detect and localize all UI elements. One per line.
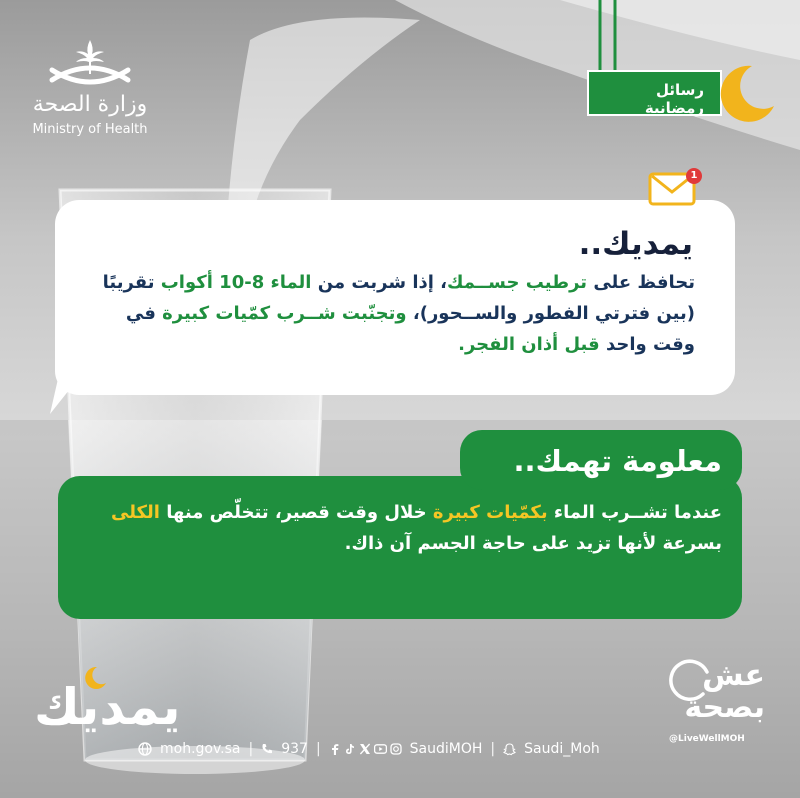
body-highlight: الماء 8-10 أكواب [160, 272, 312, 293]
body-segment: في وقت واحد [125, 302, 695, 355]
campaign-line-1: عش [702, 658, 765, 693]
footer-contact-bar [138, 741, 638, 757]
x-twitter-icon[interactable] [359, 743, 371, 755]
main-card-title: يمديك.. [578, 226, 693, 262]
snapchat-handle[interactable]: Saudi_Moh [524, 741, 600, 757]
social-icons [329, 743, 402, 755]
tiktok-icon[interactable] [344, 743, 356, 755]
palm-swords-emblem-icon [30, 36, 150, 92]
logo-name-arabic: وزارة الصحة [32, 92, 148, 117]
divider: | [248, 741, 254, 757]
instagram-icon[interactable] [390, 743, 402, 755]
info-card-title: معلومة تهمك.. [513, 444, 722, 478]
body-highlight: ترطيب جســمك [447, 272, 588, 293]
divider: | [490, 741, 496, 757]
snapchat-icon [503, 743, 516, 756]
campaign-line-2: بصحة [684, 690, 765, 725]
body-segment: تقريبًا (بين فترتي الفطور والســحور)، [102, 272, 695, 324]
yamdeek-brand: يمديك [34, 678, 181, 736]
body-highlight: الكلى [110, 502, 160, 523]
info-card-body [80, 498, 722, 560]
social-handle[interactable]: SaudiMOH [409, 741, 483, 757]
body-segment: ، إذا شربت من [311, 272, 448, 293]
body-segment: بسرعة لأنها تزيد على حاجة الجسم آن ذاك. [344, 532, 722, 554]
phone-number[interactable]: 937 [281, 741, 308, 757]
body-highlight: قبل أذان الفجر. [458, 333, 600, 355]
crescent-moon-icon [718, 62, 778, 124]
body-segment: تحافظ على [587, 272, 695, 293]
website-link[interactable]: moh.gov.sa [160, 741, 241, 757]
main-card-body [95, 268, 695, 361]
divider: | [315, 741, 321, 757]
ramadan-messages-label: رسائل رمضانية [644, 81, 704, 117]
facebook-icon[interactable] [329, 743, 341, 755]
globe-icon [138, 742, 152, 756]
body-highlight: بكمّيات كبيرة [432, 502, 548, 523]
body-highlight: وتجنّبت شــرب كمّيات كبيرة [162, 302, 407, 324]
logo-name-english: Ministry of Health [32, 122, 148, 137]
envelope-notification [648, 168, 704, 208]
notification-badge: 1 [686, 168, 702, 184]
phone-icon [261, 743, 273, 755]
main-message-card [55, 200, 735, 395]
body-segment: خلال وقت قصير، تتخلّص منها [159, 502, 433, 523]
bubble-tail [40, 370, 90, 420]
youtube-icon[interactable] [374, 743, 387, 755]
campaign-hashtag: @LiveWellMOH [669, 734, 745, 744]
body-segment: عندما تشــرب الماء [547, 502, 722, 523]
moh-logo [30, 36, 160, 146]
live-well-campaign-logo [663, 652, 773, 752]
